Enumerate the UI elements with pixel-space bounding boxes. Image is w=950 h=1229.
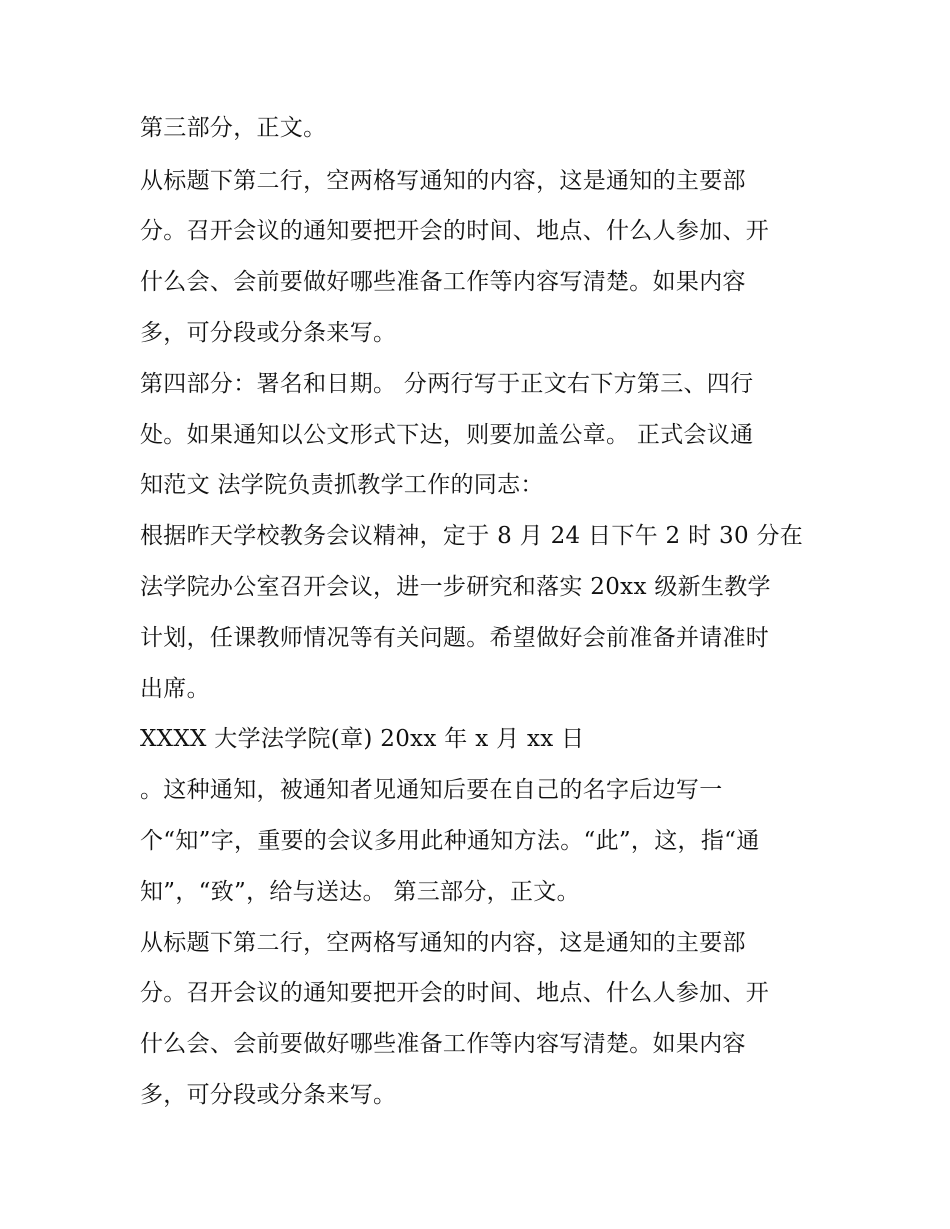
text-line: 法学院办公室召开会议，进一步研究和落实 20xx 级新生教学 bbox=[140, 574, 771, 600]
text-line: 知”，“致”，给与送达。 第三部分，正文。 bbox=[140, 879, 580, 905]
text-line: 分。召开会议的通知要把开会的时间、地点、什么人参加、开 bbox=[140, 218, 770, 244]
text-line: 从标题下第二行，空两格写通知的内容，这是通知的主要部 bbox=[140, 930, 746, 956]
text-line: 知范文 法学院负责抓教学工作的同志： bbox=[140, 472, 544, 498]
text-line: 第三部分，正文。 bbox=[140, 115, 327, 141]
text-line: 什么会、会前要做好哪些准备工作等内容写清楚。如果内容 bbox=[140, 1031, 746, 1057]
text-line: 。这种通知，被通知者见通知后要在自己的名字后边写一 bbox=[140, 777, 723, 803]
text-line: 出席。 bbox=[140, 676, 210, 702]
text-line: 什么会、会前要做好哪些准备工作等内容写清楚。如果内容 bbox=[140, 269, 746, 295]
text-line: 计划，任课教师情况等有关问题。希望做好会前准备并请准时 bbox=[140, 625, 770, 651]
text-line: 从标题下第二行，空两格写通知的内容，这是通知的主要部 bbox=[140, 168, 746, 194]
text-line: 多，可分段或分条来写。 bbox=[140, 320, 397, 346]
text-line: 个“知”字，重要的会议多用此种通知方法。“此”，这，指“通 bbox=[140, 828, 760, 854]
text-line: 处。如果通知以公文形式下达，则要加盖公章。 正式会议通 bbox=[140, 422, 754, 448]
text-line: 分。召开会议的通知要把开会的时间、地点、什么人参加、开 bbox=[140, 980, 770, 1006]
text-line: 第四部分：署名和日期。 分两行写于正文右下方第三、四行 bbox=[140, 371, 754, 397]
text-line: 多，可分段或分条来写。 bbox=[140, 1082, 397, 1108]
signature-line: XXXX 大学法学院(章) 20xx 年 x 月 xx 日 bbox=[140, 726, 585, 752]
text-line: 根据昨天学校教务会议精神，定于 8 月 24 日下午 2 时 30 分在 bbox=[140, 523, 804, 549]
